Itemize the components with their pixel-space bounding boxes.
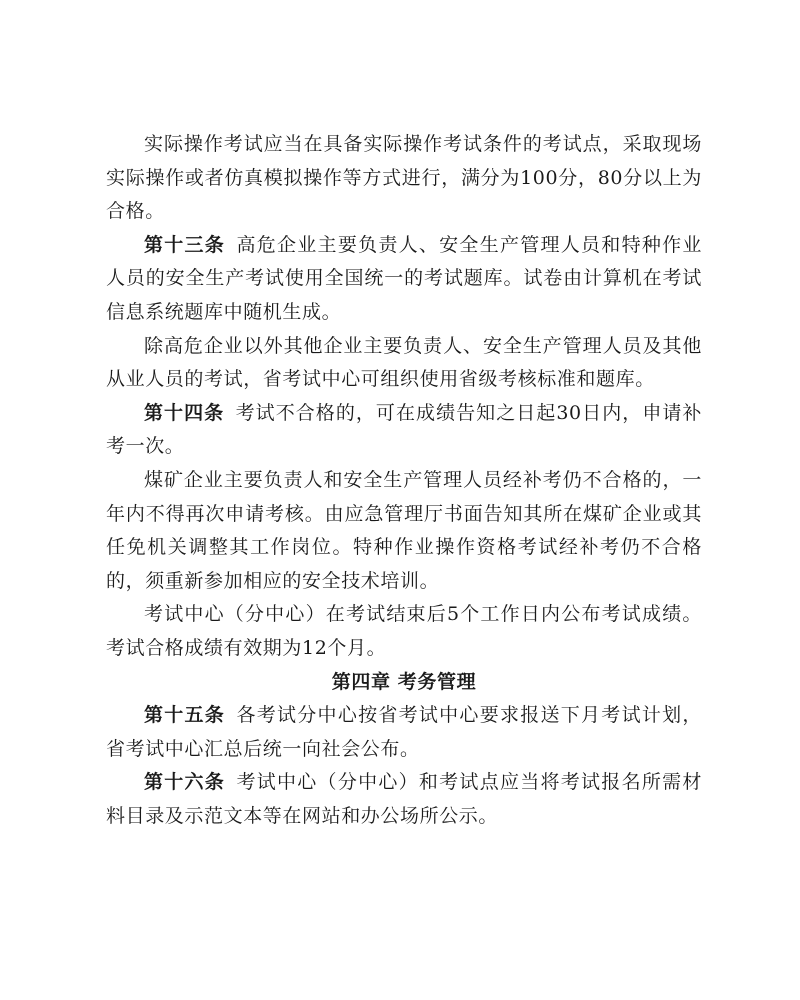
chapter-4-heading: 第四章 考务管理 <box>331 670 477 693</box>
article-14-number: 第十四条 <box>144 401 225 424</box>
article-13 <box>106 229 702 330</box>
article-13-text: 高危企业主要负责人、安全生产管理人员和特种作业人员的安全生产考试使用全国统一的考试题库。试卷由计算机在考试信息系统题库中随机生成。 <box>106 233 702 323</box>
article-16-text: 考试中心（分中心）和考试点应当将考试报名所需材料目录及示范文本等在网站和办公场所公示。 <box>106 771 702 827</box>
article-15-text: 各考试分中心按省考试中心要求报送下月考试计划，省考试中心汇总后统一向社会公布。 <box>106 704 702 760</box>
paragraph-coal-mine-retest: 煤矿企业主要负责人和安全生产管理人员经补考仍不合格的，一年内不得再次申请考核。由应急管理厅书面告知其所在煤矿企业或其任免机关调整其工作岗位。特种作业操作资格考试经补考仍不合格的，须重新参加相应的安全技术培训。 <box>106 468 702 592</box>
paragraph-other-enterprises: 除高危企业以外其他企业主要负责人、安全生产管理人员及其他从业人员的考试，省考试中心可组织使用省级考核标准和题库。 <box>106 334 702 391</box>
article-14-text: 考试不合格的，可在成绩告知之日起30日内，申请补考一次。 <box>106 401 703 458</box>
article-14 <box>106 397 702 464</box>
article-15-number: 第十五条 <box>144 704 226 727</box>
paragraph-results-publication: 考试中心（分中心）在考试结束后5个工作日内公布考试成绩。考试合格成绩有效期为12个月。 <box>106 603 702 659</box>
article-13-number: 第十三条 <box>144 233 226 256</box>
paragraph-practical-exam: 实际操作考试应当在具备实际操作考试条件的考试点，采取现场实际操作或者仿真模拟操作等方式进行，满分为100分，80分以上为合格。 <box>106 133 702 223</box>
article-16 <box>106 766 702 833</box>
article-15 <box>106 699 702 766</box>
article-16-number: 第十六条 <box>144 771 226 794</box>
document-body <box>106 128 702 833</box>
